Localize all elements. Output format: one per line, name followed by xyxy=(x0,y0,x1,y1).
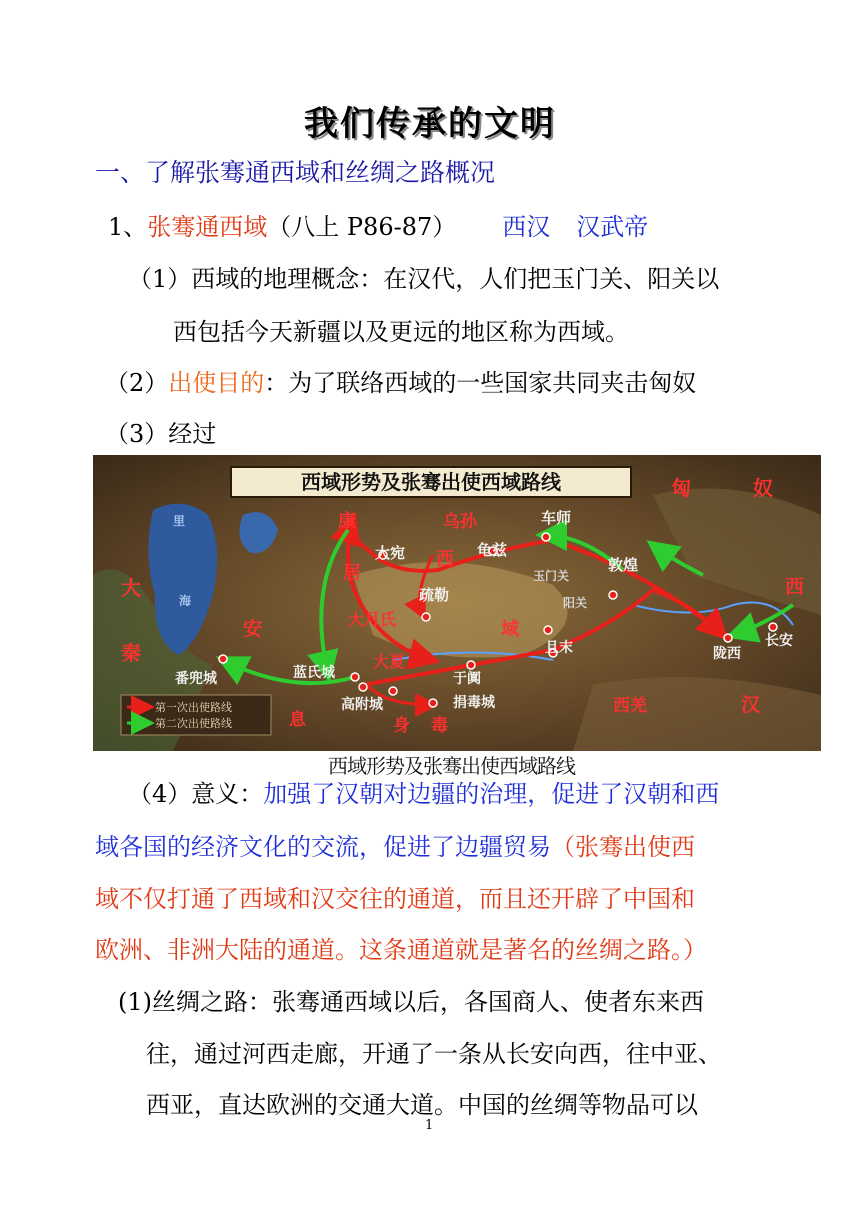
paragraph-1-line-1: （1）西域的地理概念：在汉代，人们把玉门关、阳关以 xyxy=(128,265,720,293)
paragraph-5-line-1: (1)丝绸之路：张骞通西域以后，各国商人、使者东来西 xyxy=(118,988,704,1016)
label-shen: 身 xyxy=(393,716,410,736)
label-xi-east: 西 xyxy=(785,576,805,598)
item-name: 张骞通西域 xyxy=(147,213,268,241)
item-number: 1、 xyxy=(108,213,148,241)
label-kang: 康 xyxy=(338,511,356,532)
label-wusun: 乌孙 xyxy=(443,512,477,532)
legend-second: 第二次出使路线 xyxy=(155,717,232,730)
label-qiuci: 龟兹 xyxy=(477,541,508,559)
label-yutian: 于阗 xyxy=(453,671,481,687)
route-map-svg xyxy=(93,455,821,751)
paragraph-4-blue-1: 加强了汉朝对边疆的治理，促进了汉朝和西 xyxy=(263,780,720,808)
label-dunhuang: 敦煌 xyxy=(608,556,639,574)
label-panduo: 番兜城 xyxy=(175,671,217,687)
label-han: 汉 xyxy=(741,694,761,716)
paragraph-2-text: ：为了联络西域的一些国家共同夹击匈奴 xyxy=(264,369,697,397)
paragraph-4-red-2: （张骞出使西 xyxy=(551,833,695,861)
section-heading: 一、了解张骞通西域和丝绸之路概况 xyxy=(95,158,496,187)
label-yu: 域 xyxy=(501,619,519,640)
label-yuezhi: 大月氏 xyxy=(348,610,397,629)
paragraph-3: （3）经过 xyxy=(105,420,217,448)
label-xiqiang: 西羌 xyxy=(613,696,647,716)
paragraph-2 xyxy=(105,363,696,398)
label-daxia: 大夏 xyxy=(373,652,406,671)
label-xiong: 匈 xyxy=(671,476,691,500)
page-number: 1 xyxy=(425,1118,434,1133)
document-title: 我们传承的文明 xyxy=(304,104,556,144)
label-xi: 西 xyxy=(436,549,454,570)
paragraph-4-blue-2: 域各国的经济文化的交流，促进了边疆贸易 xyxy=(95,833,551,861)
textbook-ref: （八上 P86-87） xyxy=(267,213,457,241)
label-qin: 秦 xyxy=(121,641,141,665)
label-shule: 疏勒 xyxy=(419,586,450,604)
label-yumenguan: 玉门关 xyxy=(533,569,570,583)
legend-first: 第一次出使路线 xyxy=(155,701,232,714)
emperor-label: 汉武帝 xyxy=(576,213,649,241)
label-sea-2: 海 xyxy=(179,594,192,608)
paragraph-4-line-3: 域不仅打通了西域和汉交往的通道，而且还开辟了中国和 xyxy=(95,885,695,913)
label-jianduo: 捐毒城 xyxy=(453,695,495,711)
label-yangguan: 阳关 xyxy=(563,596,588,610)
label-nu: 奴 xyxy=(753,476,773,500)
map-title: 西域形势及张骞出使西域路线 xyxy=(301,470,561,494)
paragraph-4-line-4: 欧洲、非洲大陆的通道。这条通道就是著名的丝绸之路。） xyxy=(95,936,707,964)
label-cheshi: 车师 xyxy=(541,509,572,527)
paragraph-4-label: （4）意义： xyxy=(128,780,264,808)
label-xi-bottom: 息 xyxy=(289,710,306,730)
label-gaofu: 高附城 xyxy=(341,697,383,713)
map-caption: 西域形势及张骞出使西域路线 xyxy=(328,754,575,778)
label-qiemo: 且末 xyxy=(545,640,573,656)
map-legend xyxy=(121,695,271,735)
label-lanshi: 蓝氏城 xyxy=(293,665,335,681)
paragraph-2-key: 出使目的 xyxy=(168,369,265,397)
label-sea: 里 xyxy=(173,514,186,528)
paragraph-4-line-1 xyxy=(128,774,719,809)
label-du: 毒 xyxy=(431,716,448,736)
label-changan: 长安 xyxy=(765,633,793,649)
paragraph-1-line-2: 西包括今天新疆以及更远的地区称为西域。 xyxy=(173,318,629,346)
label-an: 安 xyxy=(243,618,263,640)
paragraph-4-line-2 xyxy=(95,827,695,862)
label-dayuan: 大宛 xyxy=(375,544,406,562)
paragraph-2-label: （2） xyxy=(105,369,169,397)
label-longxi: 陇西 xyxy=(713,646,741,662)
paragraph-5-line-2: 往，通过河西走廊，开通了一条从长安向西，往中亚、 xyxy=(146,1040,722,1068)
paragraph-5-line-3: 西亚，直达欧洲的交通大道。中国的丝绸等物品可以 xyxy=(146,1091,698,1119)
route-map-image xyxy=(93,455,821,751)
label-da: 大 xyxy=(121,576,141,600)
label-ju: 居 xyxy=(343,563,361,584)
dynasty-label: 西汉 xyxy=(502,213,551,241)
item-1-line xyxy=(108,207,648,242)
